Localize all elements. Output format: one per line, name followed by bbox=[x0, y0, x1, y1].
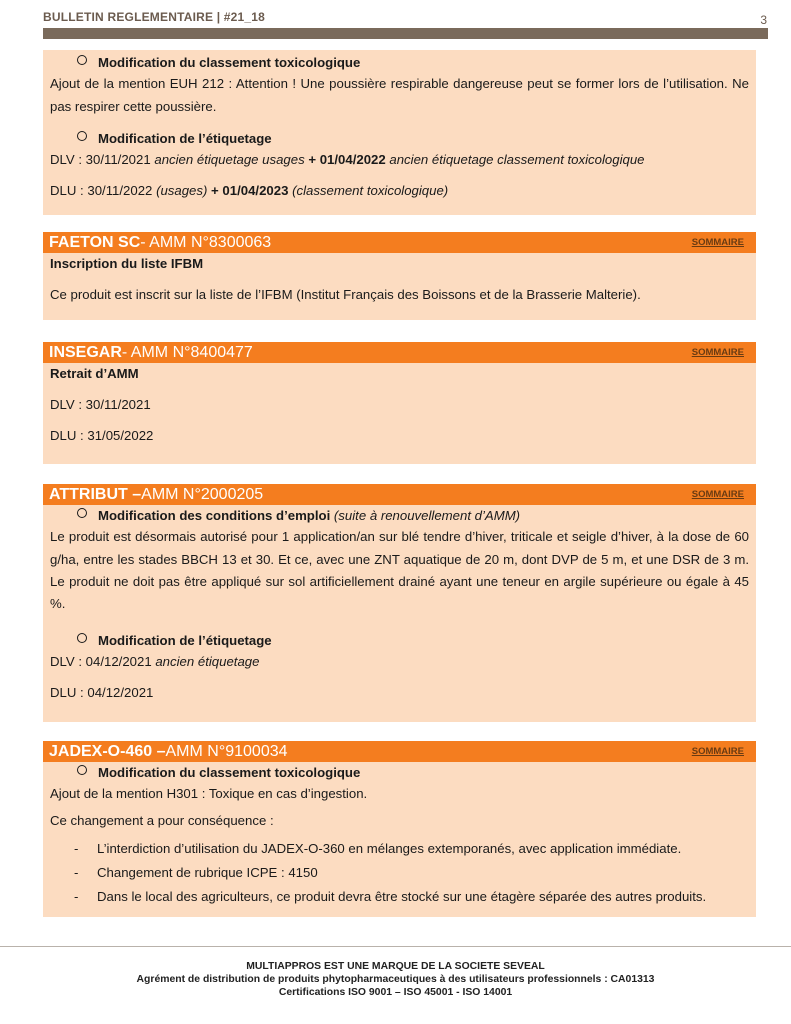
footer bbox=[0, 960, 791, 999]
circle-bullet-icon bbox=[77, 765, 87, 775]
section-continued bbox=[43, 50, 756, 215]
attribut-dlv: DLV : 04/12/2021 ancien étiquetage bbox=[50, 654, 260, 669]
product-amm: - AMM N°8300063 bbox=[140, 233, 272, 251]
sommaire-link[interactable]: SOMMAIRE bbox=[691, 489, 744, 500]
euh212-text: Ajout de la mention EUH 212 : Attention ! Une poussière respirable dangereuse peut se former lors de l’utilisation. Ne pas respirer cette poussière. bbox=[50, 76, 749, 114]
attribut-dlu: DLU : 04/12/2021 bbox=[50, 685, 154, 701]
list-item: - L’interdiction d’utilisation du JADEX-O-360 en mélanges extemporanés, avec application immédiate. bbox=[74, 841, 682, 857]
dlu-line: DLU : 30/11/2022 (usages) + 01/04/2023 (classement toxicologique) bbox=[50, 183, 449, 199]
subheading-labelling: Modification de l’étiquetage bbox=[50, 128, 749, 149]
jadex-h301-text: Ajout de la mention H301 : Toxique en cas d’ingestion. bbox=[50, 786, 368, 802]
bulletin-title: BULLETIN REGLEMENTAIRE | #21_18 bbox=[43, 10, 266, 24]
insegar-dlu: DLU : 31/05/2022 bbox=[50, 428, 154, 444]
subheading-toxicological: Modification du classement toxicologique bbox=[50, 52, 749, 73]
header-bar bbox=[43, 28, 768, 39]
circle-bullet-icon bbox=[77, 633, 87, 643]
product-name: INSEGAR bbox=[49, 343, 122, 361]
list-item: - Dans le local des agriculteurs, ce produit devra être stocké sur une étagère séparée des autres produits. bbox=[74, 888, 707, 904]
footer-company: MULTIAPPROS EST UNE MARQUE DE LA SOCIETE SEVEAL bbox=[246, 961, 545, 972]
product-amm: - AMM N°8400477 bbox=[121, 343, 253, 361]
footer-agrement: Agrément de distribution de produits phytopharmaceutiques à des utilisateurs professionnels : CA01313 bbox=[136, 974, 655, 985]
circle-bullet-icon bbox=[77, 55, 87, 65]
sommaire-link[interactable]: SOMMAIRE bbox=[691, 746, 744, 757]
insegar-dlv: DLV : 30/11/2021 bbox=[50, 397, 151, 413]
faeton-heading: Inscription du liste IFBM bbox=[50, 256, 204, 271]
product-attribut bbox=[43, 484, 756, 722]
circle-bullet-icon bbox=[77, 131, 87, 141]
product-band bbox=[43, 484, 756, 505]
footer-divider bbox=[0, 946, 791, 947]
consequence-list bbox=[50, 837, 749, 908]
product-band bbox=[43, 741, 756, 762]
list-item: - Changement de rubrique ICPE : 4150 bbox=[74, 865, 318, 881]
jadex-consequence-text: Ce changement a pour conséquence : bbox=[50, 813, 274, 829]
sommaire-link[interactable]: SOMMAIRE bbox=[691, 347, 744, 358]
product-insegar bbox=[43, 342, 756, 464]
product-name: JADEX-O-460 – bbox=[49, 742, 166, 760]
sommaire-link[interactable]: SOMMAIRE bbox=[691, 237, 744, 248]
product-band bbox=[43, 232, 756, 253]
product-name: ATTRIBUT – bbox=[49, 485, 142, 503]
footer-certifications: Certifications ISO 9001 – ISO 45001 - ISO 14001 bbox=[278, 987, 513, 998]
product-name: FAETON SC bbox=[49, 233, 141, 251]
product-amm: AMM N°2000205 bbox=[141, 485, 264, 503]
circle-bullet-icon bbox=[77, 508, 87, 518]
attribut-text: Le produit est désormais autorisé pour 1 application/an sur blé tendre d’hiver, triticale et seigle d’hiver, à la dose de 60 g/ha, entre les stades BBCH 13 et 30. Et ce, avec une ZNT aquatique de 20 m, dont DVP de 5 m, et une DSR de 3 m. Le produit ne doit pas être appliqué sur sol artificiellement drainé ayant une teneur en argile supérieure ou égale à 45 %. bbox=[50, 529, 749, 612]
subheading-conditions: Modification des conditions d’emploi (suite à renouvellement d’AMM) bbox=[50, 505, 749, 526]
insegar-heading: Retrait d’AMM bbox=[50, 366, 139, 381]
subheading-labelling: Modification de l’étiquetage bbox=[50, 630, 749, 651]
product-band bbox=[43, 342, 756, 363]
product-jadex bbox=[43, 741, 756, 917]
page-number: 3 bbox=[760, 13, 767, 27]
subheading-toxicological: Modification du classement toxicologique bbox=[50, 762, 749, 783]
faeton-text: Ce produit est inscrit sur la liste de l’IFBM (Institut Français des Boissons et de la Brasserie Malterie). bbox=[50, 287, 641, 303]
product-amm: AMM N°9100034 bbox=[165, 742, 288, 760]
product-faeton bbox=[43, 232, 756, 320]
dlv-line: DLV : 30/11/2021 ancien étiquetage usages + 01/04/2022 ancien étiquetage classement toxicologique bbox=[50, 152, 645, 168]
